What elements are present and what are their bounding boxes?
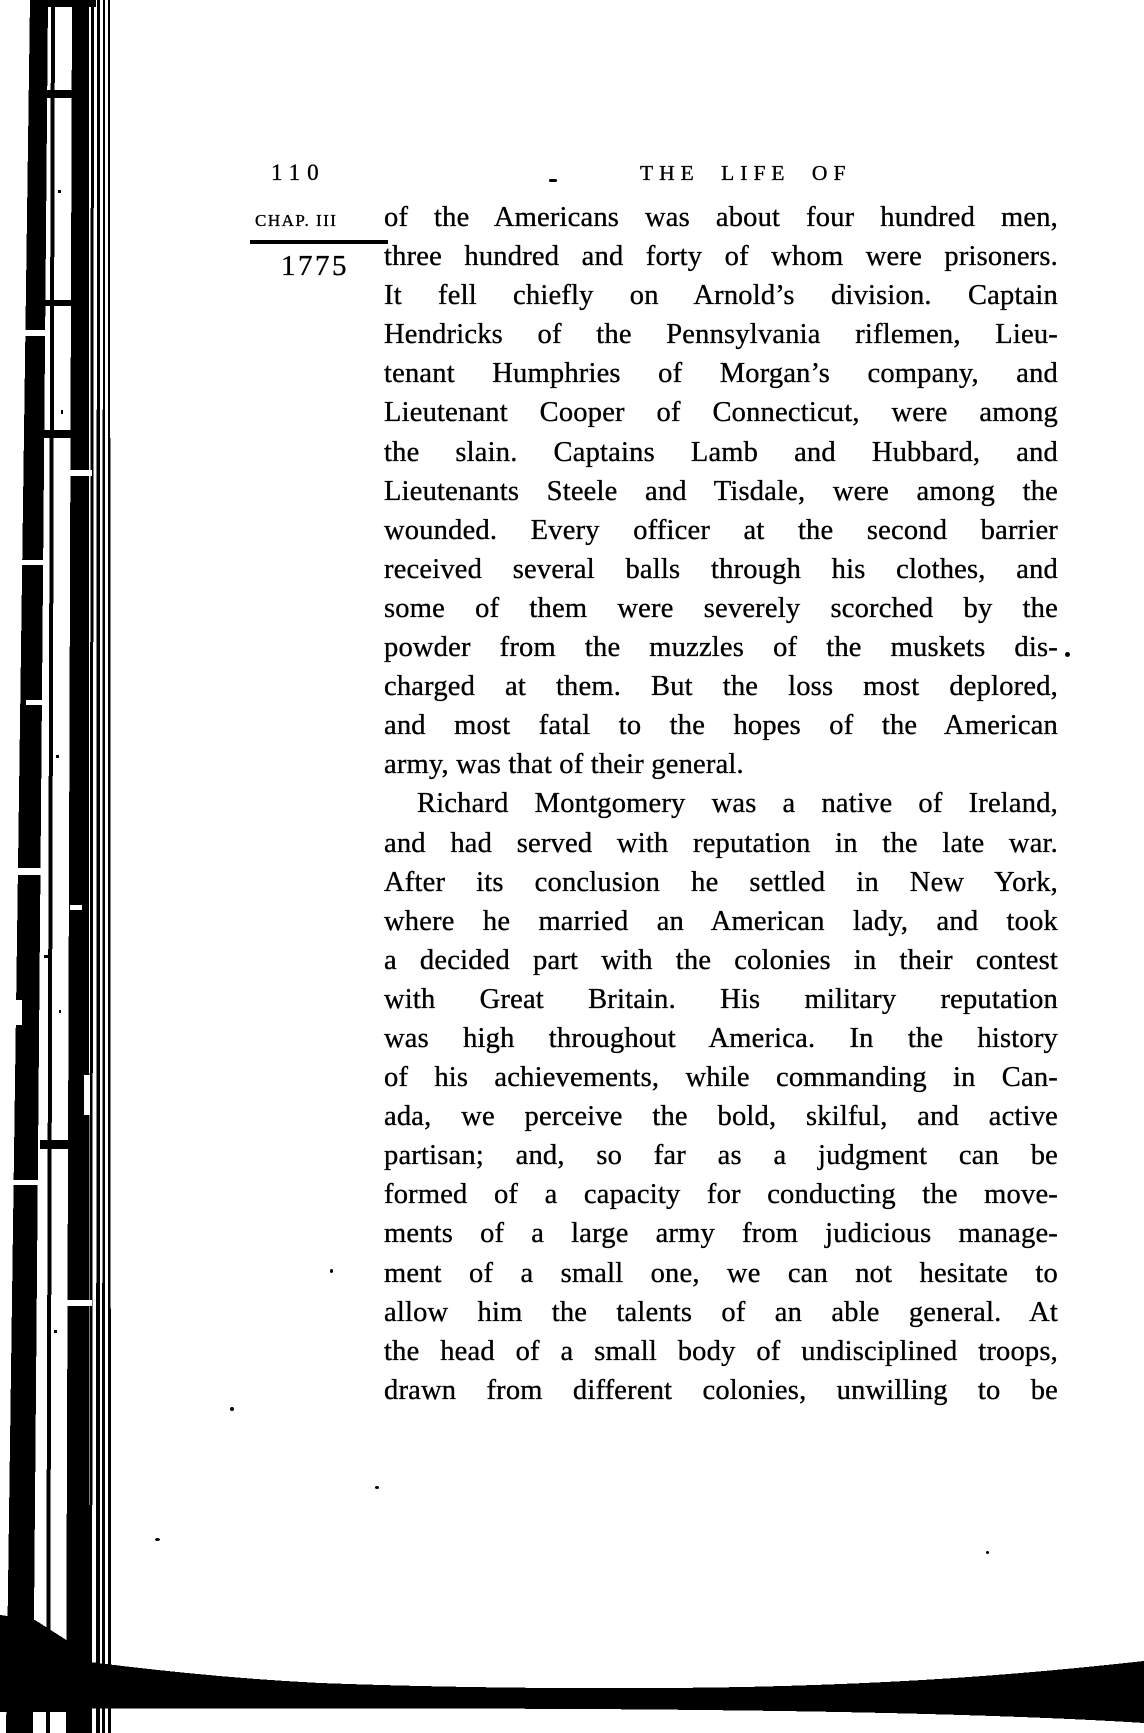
text-line: and had served with reputation in the late war. xyxy=(384,827,1058,859)
bottom-scan-bar-icon xyxy=(0,1615,1144,1723)
running-title: THE LIFE OF xyxy=(640,161,852,185)
ink-speck xyxy=(549,179,557,182)
text-line: Lieutenants Steele and Tisdale, were among the xyxy=(384,475,1058,507)
text-line: the head of a small body of undisciplined troops, xyxy=(384,1335,1058,1367)
text-line: of the Americans was about four hundred men, xyxy=(384,202,1058,233)
ink-speck xyxy=(986,1551,989,1554)
text-line: partisan; and, so far as a judgment can be xyxy=(384,1140,1058,1172)
text-line: and most fatal to the hopes of the American xyxy=(384,710,1058,742)
ink-speck xyxy=(330,1269,333,1273)
text-line: ada, we perceive the bold, skilful, and active xyxy=(384,1101,1058,1133)
text-line: Lieutenant Cooper of Connecticut, were among xyxy=(384,397,1058,429)
text-line: powder from the muzzles of the muskets dis- xyxy=(384,632,1058,664)
text-line: formed of a capacity for conducting the move- xyxy=(384,1179,1058,1211)
text-line: some of them were severely scorched by the xyxy=(384,592,1058,624)
text-line: wounded. Every officer at the second barrier xyxy=(384,514,1058,546)
text-line: was high throughout America. In the history xyxy=(384,1022,1058,1054)
stripe-noise xyxy=(10,150,92,1306)
ink-speck xyxy=(1065,652,1070,657)
page-body-text xyxy=(384,198,1058,1410)
margin-note-rule xyxy=(250,240,388,244)
text-line: where he married an American lady, and took xyxy=(384,905,1058,937)
ink-speck xyxy=(230,1407,234,1411)
text-line: ment of a small one, we can not hesitate to xyxy=(384,1257,1058,1289)
margin-chapter-label: CHAP. III xyxy=(255,211,338,230)
text-line: drawn from different colonies, unwilling to be xyxy=(384,1374,1058,1406)
ink-speck xyxy=(375,1486,379,1489)
paragraph-2 xyxy=(384,784,1058,1410)
text-line: army, was that of their general. xyxy=(384,749,744,781)
text-line: charged at them. But the loss most deplored, xyxy=(384,671,1058,703)
binding-stripes-icon xyxy=(6,0,111,1733)
text-line: ments of a large army from judicious manage- xyxy=(384,1218,1058,1250)
margin-year-label: 1775 xyxy=(281,250,349,282)
text-line: of his achievements, while commanding in Can- xyxy=(384,1062,1058,1094)
text-line: three hundred and forty of whom were prisoners. xyxy=(384,241,1058,273)
page-number: 110 xyxy=(271,160,326,185)
text-line: Hendricks of the Pennsylvania riflemen, Lieu- xyxy=(384,319,1058,351)
text-line: After its conclusion he settled in New York, xyxy=(384,866,1058,898)
paragraph-1 xyxy=(384,198,1058,784)
text-line: a decided part with the colonies in their contest xyxy=(384,944,1058,976)
text-line: with Great Britain. His military reputation xyxy=(384,983,1058,1015)
text-line: tenant Humphries of Morgan’s company, and xyxy=(384,358,1058,390)
text-line: It fell chiefly on Arnold’s division. Captain xyxy=(384,280,1058,312)
text-line: the slain. Captains Lamb and Hubbard, and xyxy=(384,436,1058,468)
text-line: received several balls through his clothes, and xyxy=(384,553,1058,585)
text-line: Richard Montgomery was a native of Ireland, xyxy=(417,788,1058,820)
ink-speck xyxy=(155,1538,160,1541)
text-line: allow him the talents of an able general. At xyxy=(384,1296,1058,1328)
